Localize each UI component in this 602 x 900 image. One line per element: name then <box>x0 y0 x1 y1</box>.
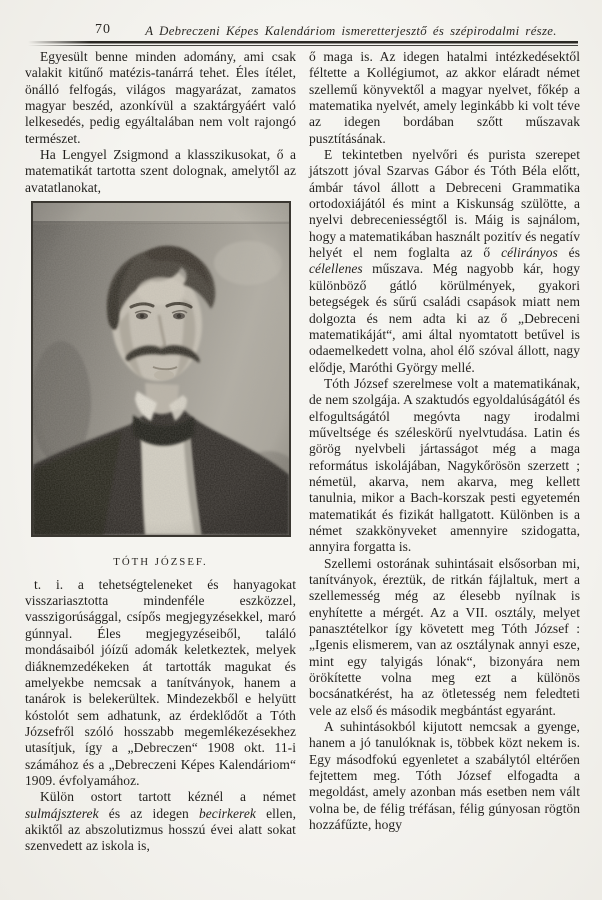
paragraph-segment: műszava. Még nagyobb kár, hogy különböző gátló körülmények, gyakori betegségek és sűrű családi csapások miatt nem dolgozta és nem adta ki az ő „Debreceni matematikáját“, ami által nyomtatott betűvel is odaemelkedett volna, ahol élő szóval állott, nagy elődje, Maróthi György mellé. <box>309 261 580 375</box>
portrait-image <box>31 201 291 537</box>
italic-term: célirányos <box>501 245 558 261</box>
paragraph-segment: ellen, akiktől az abszolutizmus hosszú évei alatt sokat szenvedett az iskola is, <box>25 805 296 854</box>
paragraph-segment: Külön ostort tartott kéznél a német <box>40 789 296 805</box>
header-rule <box>28 41 578 46</box>
portrait-figure <box>25 201 296 571</box>
portrait-illustration <box>33 203 289 535</box>
paragraph: A suhintásokból kijutott nemcsak a gyenge, hanem a jó tanulóknak is, többek közt nekem is. Egy másodfokú egyenletet a szabálytól eltérően fejtettem meg. Tóth József elfogadta a megoldást, amely azonban más esetben nem vált volna be, de félig tréfásan, félig gúnyosan rögtön hozzáfűzte, hogy <box>309 719 580 833</box>
paragraph: t. i. a tehetségteleneket és hanyagokat visszariasztotta mindenféle eszközzel, vasszigorúsággal, csípős megjegyzésekkel, maró gúnnyal. Éles megjegyzéseiből, találó mondásaiból jóízű adomák keletkeztek, melyek diáknemzedékeken át tartották magukat és amelyekbe nemcsak a tanítványok, hanem a tanárok is belekerültek. Mindezekből e helyütt kóstolót sem adhatunk, az érdeklődőt a Tóth Józsefről szóló hosszabb megemlékezésekhez utasítjuk, így a „Debreczen“ 1908 okt. 11-i számához és a „Debreczeni Képes Kalendáriom“ 1909. évfolyamához. <box>25 576 296 788</box>
paragraph <box>309 147 580 376</box>
page-header <box>0 0 602 46</box>
paragraph: ő maga is. Az idegen hatalmi intézkedésektől féltette a Kollégiumot, az akkor eláradt német szellemű könyvektől a magyar nyelvet, főkép a matematika nyelvét, amely leginkább ki volt téve az idegen bordában szőtt műszavak pusztításának. <box>309 49 580 146</box>
text-columns <box>0 46 602 855</box>
paragraph: Egyesült benne minden adomány, ami csak valakit kitűnő matézis-tanárrá tehet. Éles ítélet, önálló felfogás, világos magyarázat, zamatos magyar beszéd, azonkívül a szaktárgyáért való lelkesedés, pedig egyáltalában nem volt rajongó természet. <box>25 49 296 146</box>
right-column <box>309 49 580 855</box>
paragraph: Szellemi ostorának suhintásait elsősorban mi, tanítványok, éreztük, de ritkán fájlaltuk, mert a szellemesség még az élesebb nyílnak is enyhítette a mérgét. Az a VII. osztály, melyet panasztételkor így követett meg Tóth József : „Igenis elismerem, van az osztálynak annyi esze, mint egy talyigás lónak“, bizonyára nem örökítette volna meg ezt a különös bocsánatkérést, ha az ötletesség nem feledteti vele az első és második megbántást egyaránt. <box>309 555 580 718</box>
italic-term: célellenes <box>309 261 363 277</box>
running-title: A Debreczeni Képes Kalendáriom ismeretterjesztő és szépirodalmi része. <box>145 24 557 38</box>
paragraph-segment: E tekintetben nyelvőri és purista szerepet játszott jóval Szarvas Gábor és Tóth Béla előtt, ámbár távol állott a Debreceni Grammatika ortodoxiájától és mint a Kiskunság szülötte, a nyelvi debreceniességtől is. Máig is sajnálom, hogy a matematikában használt pozitív és negatív helyét el nem foglalta az ő <box>309 147 580 261</box>
figure-caption: TÓTH JÓZSEF. <box>113 556 208 569</box>
page-number: 70 <box>95 22 111 37</box>
italic-term: becirkerek <box>198 805 256 821</box>
paragraph-segment: és <box>557 245 580 261</box>
left-column <box>25 49 296 855</box>
paragraph: Tóth József szerelmese volt a matematikának, de nem szolgája. A szaktudós egyoldalúságától és elfogultságától megóvta nagy irodalmi műveltsége és széleskörű nyelvtudása. Latin és görög nyelvbeli jártasságot még a maga református iskolájában, Nagykőrösön szerzett ; németül, akarva, nem akarva, meg kellett tanulnia, mikor a Bach-korszak pesti egyetemén matematikát és fizikát hallgatott. Különben is a német szakkönyveket amennyire szidogatta, annyira forgatta is. <box>309 375 580 555</box>
paragraph <box>25 789 296 854</box>
paragraph: Ha Lengyel Zsigmond a klasszikusokat, ő a matematikát tartotta szent dolognak, amelytől az avatatlanokat, <box>25 147 296 195</box>
paragraph-segment: és az idegen <box>98 805 199 821</box>
italic-term: sulmájszterek <box>25 805 99 821</box>
